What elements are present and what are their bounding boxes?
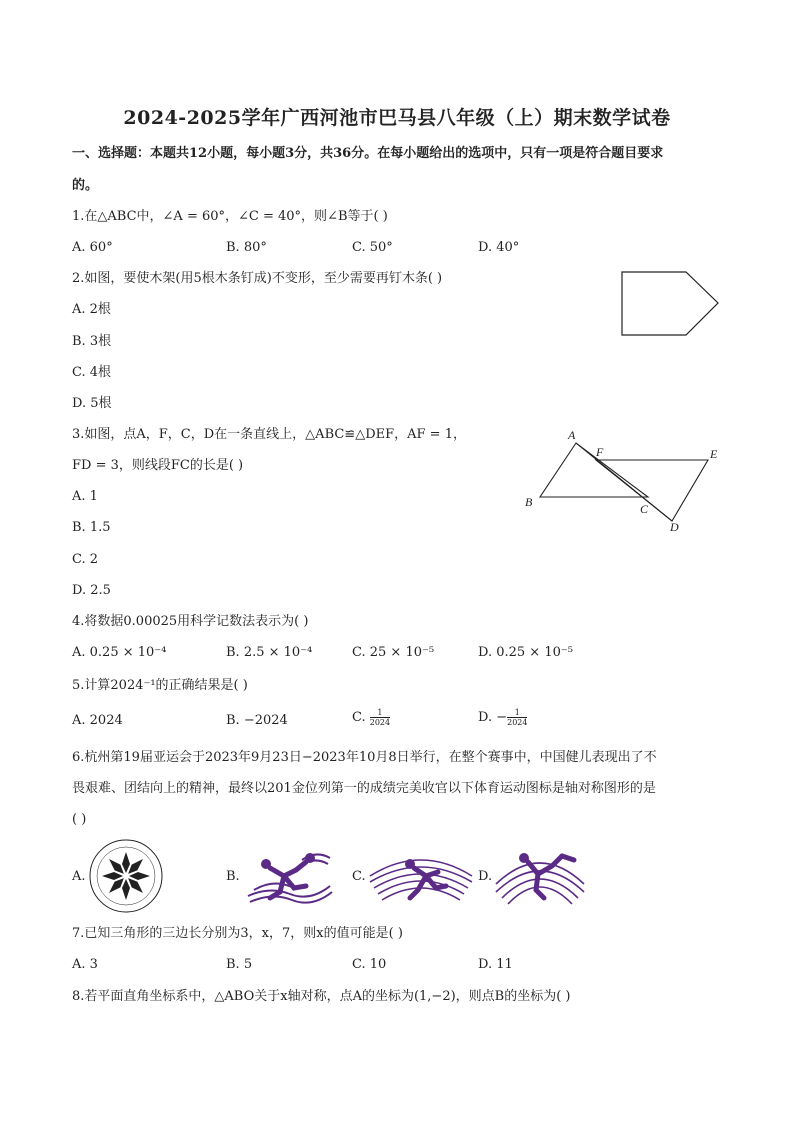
question-1-stem: 1.在△ABC中，∠A = 60°，∠C = 40°，则∠B等于( ) [72,209,388,224]
q6-option-a-label: A. [72,869,86,884]
question-6-stem: 6.杭州第19届亚运会于2023年9月23日−2023年10月8日举行，在整个赛事中，中国健儿表现出了不 [72,750,657,765]
q3-option-a: A. 1 [72,489,98,504]
q2-option-a: A. 2根 [72,302,111,317]
snowflake-icon [88,838,164,914]
page-title: 2024-2025学年广西河池市巴马县八年级（上）期末数学试卷 [123,107,671,129]
q3-option-b: B. 1.5 [72,520,111,535]
question-3-stem: 3.如图，点A，F，C，D在一条直线上，△ABC≌△DEF，AF = 1， [72,427,466,442]
q5-option-d-label: D. − [478,710,508,725]
question-8-stem: 8.若平面直角坐标系中，△ABO关于x轴对称，点A的坐标为(1,−2)，则点B的坐标为( ) [72,989,571,1004]
question-4-stem: 4.将数据0.00025用科学记数法表示为( ) [72,614,309,629]
question-6-stem-cont: 畏艰难、团结向上的精神，最终以201金位列第一的成绩完美收官以下体育运动图标是轴对称图形的是 [72,781,656,796]
q7-option-a: A. 3 [72,957,98,972]
question-7-stem: 7.已知三角形的三边长分别为3，x，7，则x的值可能是( ) [72,926,403,941]
question-5-stem: 5.计算2024⁻¹的正确结果是( ) [72,678,248,693]
q7-option-c: C. 10 [352,957,387,972]
q4-option-c: C. 25 × 10⁻⁵ [352,645,435,660]
q4-option-d: D. 0.25 × 10⁻⁵ [478,645,573,660]
label-C: C [640,502,649,516]
q7-option-b: B. 5 [226,957,253,972]
q1-option-b: B. 80° [226,240,267,255]
skating-icon [366,846,476,908]
wrestling-icon [240,846,336,910]
q2-option-d: D. 5根 [72,396,112,411]
label-F: F [596,445,604,459]
q5-option-a: A. 2024 [72,713,123,728]
section-header-cont: 的。 [72,178,99,193]
question-3-stem-cont: FD = 3，则线段FC的长是( ) [72,458,244,473]
q3-option-d: D. 2.5 [72,583,111,598]
q5-option-c [352,708,390,727]
triangle-figure [520,425,730,537]
q4-option-a: A. 0.25 × 10⁻⁴ [72,645,167,660]
label-E: E [710,447,718,461]
q7-option-d: D. 11 [478,957,513,972]
q6-option-d-label: D. [478,869,493,884]
q3-option-c: C. 2 [72,552,99,567]
fraction: $\frac{1}{2024}$ [369,708,391,727]
q2-option-c: C. 4根 [72,365,112,380]
fraction: $\frac{1}{2024}$ [507,708,528,727]
q5-option-d [478,708,527,727]
q5-option-b: B. −2024 [226,713,288,728]
label-D: D [670,520,679,534]
q5-option-c-label: C. [352,710,370,725]
pentagon-frame-figure [620,270,722,340]
q6-option-c-label: C. [352,869,366,884]
label-A: A [568,428,576,442]
q1-option-d: D. 40° [478,240,520,255]
label-B: B [525,495,533,509]
q1-option-c: C. 50° [352,240,393,255]
q2-option-b: B. 3根 [72,334,112,349]
gymnastics-icon [492,846,588,906]
question-2-stem: 2.如图，要使木架(用5根木条钉成)不变形，至少需要再钉木条( ) [72,271,443,286]
question-6-stem-cont2: ( ) [72,812,87,827]
q6-option-b-label: B. [226,869,240,884]
q4-option-b: B. 2.5 × 10⁻⁴ [226,645,313,660]
section-header: 一、选择题：本题共12小题，每小题3分，共36分。在每小题给出的选项中，只有一项是符合题目要求 [72,146,664,161]
q1-option-a: A. 60° [72,240,113,255]
